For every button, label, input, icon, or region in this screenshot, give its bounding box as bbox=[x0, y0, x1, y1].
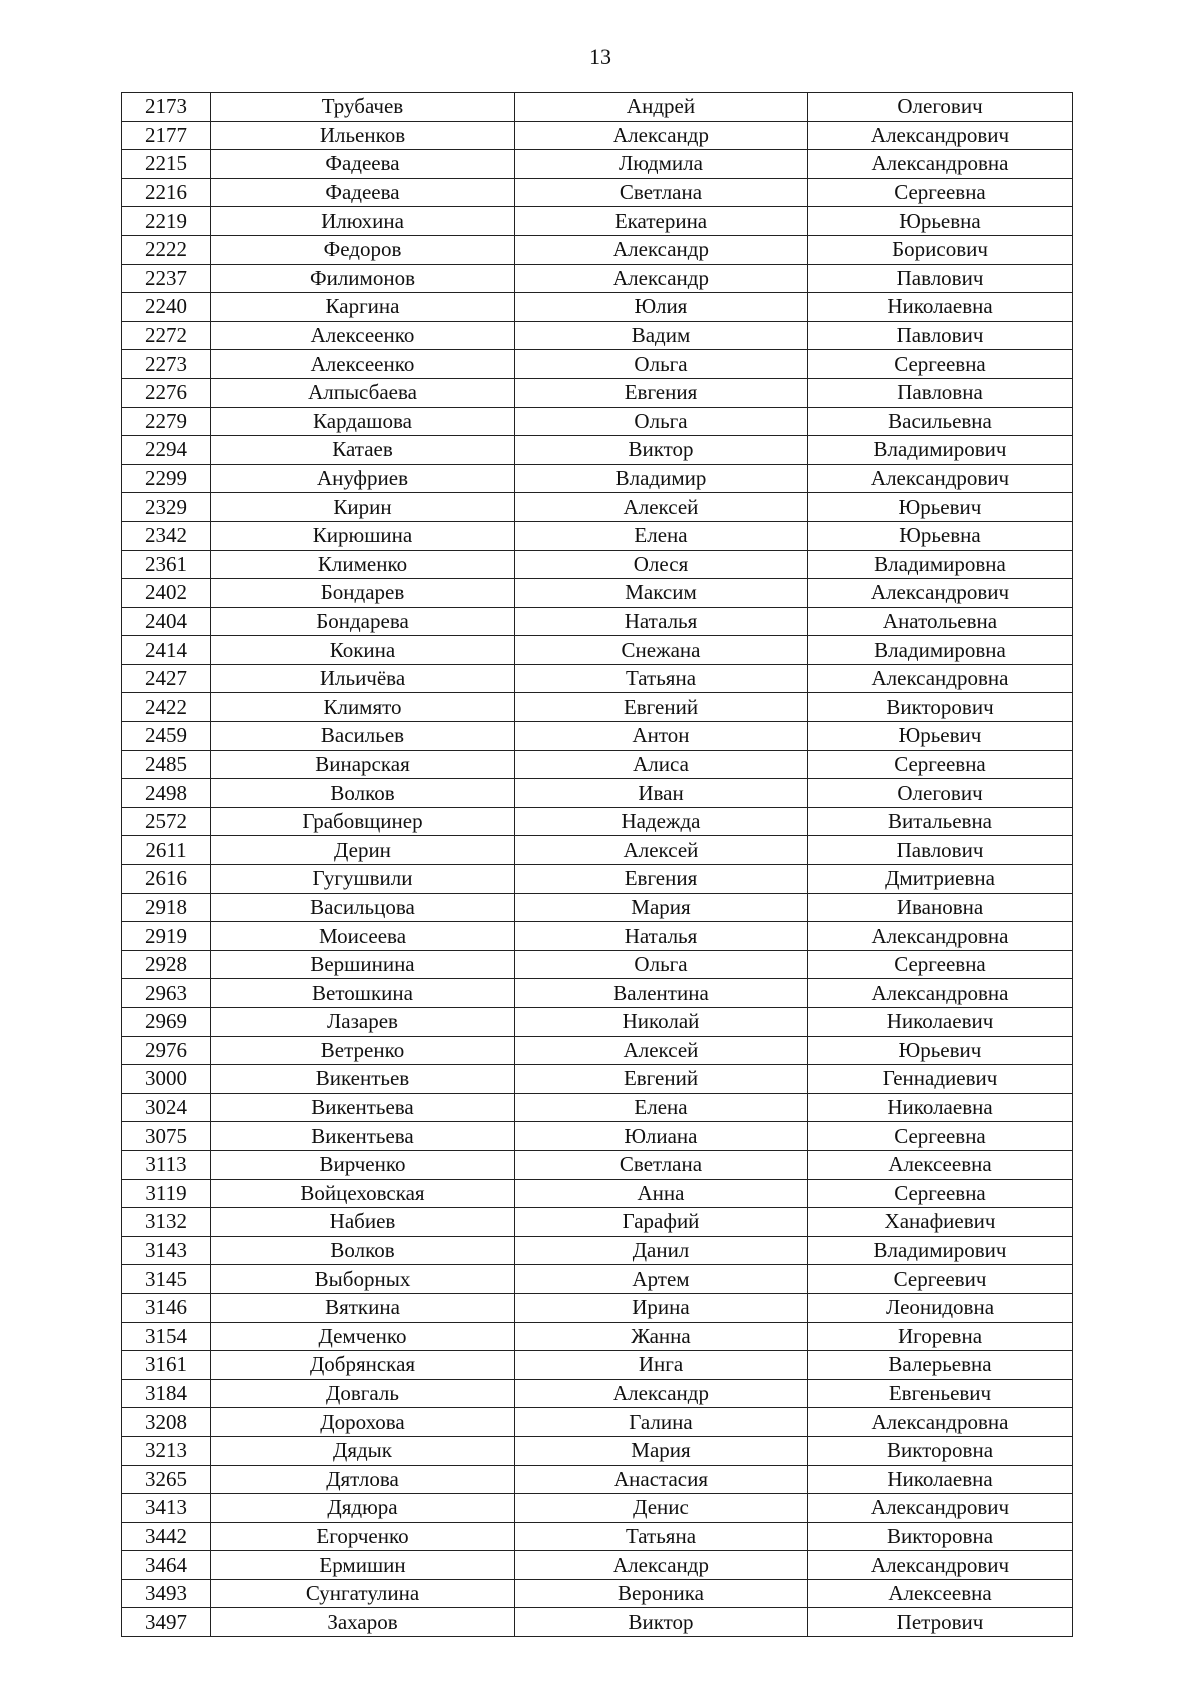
first-name-cell: Виктор bbox=[515, 436, 808, 465]
last-name-cell: Вершинина bbox=[211, 950, 515, 979]
last-name-cell: Дорохова bbox=[211, 1408, 515, 1437]
table-row bbox=[122, 950, 1073, 979]
record-number-cell: 3143 bbox=[122, 1236, 211, 1265]
record-number-cell: 2976 bbox=[122, 1036, 211, 1065]
patronymic-cell: Викторовна bbox=[808, 1522, 1073, 1551]
first-name-cell: Александр bbox=[515, 1551, 808, 1580]
first-name-cell: Алиса bbox=[515, 750, 808, 779]
last-name-cell: Васильев bbox=[211, 722, 515, 751]
record-number-cell: 3145 bbox=[122, 1265, 211, 1294]
first-name-cell: Светлана bbox=[515, 178, 808, 207]
patronymic-cell: Владимирович bbox=[808, 436, 1073, 465]
table-row bbox=[122, 1008, 1073, 1037]
first-name-cell: Евгений bbox=[515, 693, 808, 722]
last-name-cell: Алпысбаева bbox=[211, 378, 515, 407]
table-row bbox=[122, 1351, 1073, 1380]
patronymic-cell: Александровна bbox=[808, 150, 1073, 179]
patronymic-cell: Николаевна bbox=[808, 1093, 1073, 1122]
patronymic-cell: Евгеньевич bbox=[808, 1379, 1073, 1408]
first-name-cell: Мария bbox=[515, 1436, 808, 1465]
table-row bbox=[122, 893, 1073, 922]
patronymic-cell: Леонидовна bbox=[808, 1293, 1073, 1322]
last-name-cell: Ермишин bbox=[211, 1551, 515, 1580]
table-row bbox=[122, 350, 1073, 379]
last-name-cell: Дерин bbox=[211, 836, 515, 865]
record-number-cell: 2272 bbox=[122, 321, 211, 350]
first-name-cell: Инга bbox=[515, 1351, 808, 1380]
first-name-cell: Денис bbox=[515, 1494, 808, 1523]
first-name-cell: Ирина bbox=[515, 1293, 808, 1322]
first-name-cell: Елена bbox=[515, 521, 808, 550]
first-name-cell: Гарафий bbox=[515, 1208, 808, 1237]
table-row bbox=[122, 93, 1073, 122]
first-name-cell: Мария bbox=[515, 893, 808, 922]
last-name-cell: Вирченко bbox=[211, 1150, 515, 1179]
last-name-cell: Сунгатулина bbox=[211, 1579, 515, 1608]
table-row bbox=[122, 750, 1073, 779]
first-name-cell: Юлиана bbox=[515, 1122, 808, 1151]
patronymic-cell: Сергеевна bbox=[808, 178, 1073, 207]
record-number-cell: 2219 bbox=[122, 207, 211, 236]
last-name-cell: Ильичёва bbox=[211, 664, 515, 693]
record-number-cell: 3208 bbox=[122, 1408, 211, 1437]
record-number-cell: 2616 bbox=[122, 865, 211, 894]
last-name-cell: Грабовщинер bbox=[211, 807, 515, 836]
table-row bbox=[122, 1379, 1073, 1408]
first-name-cell: Олеся bbox=[515, 550, 808, 579]
last-name-cell: Добрянская bbox=[211, 1351, 515, 1380]
patronymic-cell: Васильевна bbox=[808, 407, 1073, 436]
table-row bbox=[122, 1236, 1073, 1265]
patronymic-cell: Сергеевна bbox=[808, 350, 1073, 379]
patronymic-cell: Владимировна bbox=[808, 636, 1073, 665]
last-name-cell: Илюхина bbox=[211, 207, 515, 236]
patronymic-cell: Сергеевна bbox=[808, 750, 1073, 779]
patronymic-cell: Павлович bbox=[808, 321, 1073, 350]
table-row bbox=[122, 1465, 1073, 1494]
first-name-cell: Екатерина bbox=[515, 207, 808, 236]
table-row bbox=[122, 1065, 1073, 1094]
table-row bbox=[122, 922, 1073, 951]
table-row bbox=[122, 979, 1073, 1008]
last-name-cell: Дядык bbox=[211, 1436, 515, 1465]
record-number-cell: 3075 bbox=[122, 1122, 211, 1151]
table-row bbox=[122, 636, 1073, 665]
first-name-cell: Вадим bbox=[515, 321, 808, 350]
patronymic-cell: Александрович bbox=[808, 464, 1073, 493]
patronymic-cell: Павловна bbox=[808, 378, 1073, 407]
last-name-cell: Кардашова bbox=[211, 407, 515, 436]
last-name-cell: Ильенков bbox=[211, 121, 515, 150]
patronymic-cell: Алексеевна bbox=[808, 1579, 1073, 1608]
first-name-cell: Александр bbox=[515, 264, 808, 293]
patronymic-cell: Сергеевич bbox=[808, 1265, 1073, 1294]
table-row bbox=[122, 1093, 1073, 1122]
last-name-cell: Ануфриев bbox=[211, 464, 515, 493]
table-row bbox=[122, 579, 1073, 608]
table-row bbox=[122, 493, 1073, 522]
patronymic-cell: Павлович bbox=[808, 836, 1073, 865]
table-row bbox=[122, 1179, 1073, 1208]
record-number-cell: 3497 bbox=[122, 1608, 211, 1637]
patronymic-cell: Ивановна bbox=[808, 893, 1073, 922]
record-number-cell: 2572 bbox=[122, 807, 211, 836]
record-number-cell: 2414 bbox=[122, 636, 211, 665]
record-number-cell: 2237 bbox=[122, 264, 211, 293]
patronymic-cell: Александрович bbox=[808, 1551, 1073, 1580]
record-number-cell: 2918 bbox=[122, 893, 211, 922]
record-number-cell: 2427 bbox=[122, 664, 211, 693]
record-number-cell: 2969 bbox=[122, 1008, 211, 1037]
table-row bbox=[122, 807, 1073, 836]
last-name-cell: Филимонов bbox=[211, 264, 515, 293]
table-row bbox=[122, 264, 1073, 293]
first-name-cell: Татьяна bbox=[515, 664, 808, 693]
patronymic-cell: Олегович bbox=[808, 779, 1073, 808]
record-number-cell: 2177 bbox=[122, 121, 211, 150]
record-number-cell: 2276 bbox=[122, 378, 211, 407]
record-number-cell: 3154 bbox=[122, 1322, 211, 1351]
first-name-cell: Ольга bbox=[515, 407, 808, 436]
record-number-cell: 2279 bbox=[122, 407, 211, 436]
last-name-cell: Клименко bbox=[211, 550, 515, 579]
record-number-cell: 3213 bbox=[122, 1436, 211, 1465]
first-name-cell: Жанна bbox=[515, 1322, 808, 1351]
patronymic-cell: Игоревна bbox=[808, 1322, 1073, 1351]
record-number-cell: 2173 bbox=[122, 93, 211, 122]
last-name-cell: Викентьева bbox=[211, 1093, 515, 1122]
page-number: 13 bbox=[589, 44, 611, 69]
record-number-cell: 3265 bbox=[122, 1465, 211, 1494]
record-number-cell: 2963 bbox=[122, 979, 211, 1008]
first-name-cell: Алексей bbox=[515, 1036, 808, 1065]
record-number-cell: 3464 bbox=[122, 1551, 211, 1580]
first-name-cell: Татьяна bbox=[515, 1522, 808, 1551]
table-row bbox=[122, 1579, 1073, 1608]
last-name-cell: Ветошкина bbox=[211, 979, 515, 1008]
patronymic-cell: Валерьевна bbox=[808, 1351, 1073, 1380]
patronymic-cell: Владимирович bbox=[808, 1236, 1073, 1265]
first-name-cell: Артем bbox=[515, 1265, 808, 1294]
record-number-cell: 2342 bbox=[122, 521, 211, 550]
last-name-cell: Бондарев bbox=[211, 579, 515, 608]
record-number-cell: 3146 bbox=[122, 1293, 211, 1322]
first-name-cell: Елена bbox=[515, 1093, 808, 1122]
first-name-cell: Алексей bbox=[515, 493, 808, 522]
table-row bbox=[122, 722, 1073, 751]
patronymic-cell: Викторовна bbox=[808, 1436, 1073, 1465]
last-name-cell: Лазарев bbox=[211, 1008, 515, 1037]
last-name-cell: Викентьев bbox=[211, 1065, 515, 1094]
last-name-cell: Викентьева bbox=[211, 1122, 515, 1151]
record-number-cell: 2919 bbox=[122, 922, 211, 951]
table-row bbox=[122, 1122, 1073, 1151]
last-name-cell: Фадеева bbox=[211, 150, 515, 179]
first-name-cell: Надежда bbox=[515, 807, 808, 836]
record-number-cell: 2459 bbox=[122, 722, 211, 751]
last-name-cell: Бондарева bbox=[211, 607, 515, 636]
last-name-cell: Егорченко bbox=[211, 1522, 515, 1551]
table-row bbox=[122, 1408, 1073, 1437]
record-number-cell: 2402 bbox=[122, 579, 211, 608]
first-name-cell: Светлана bbox=[515, 1150, 808, 1179]
record-number-cell: 2498 bbox=[122, 779, 211, 808]
first-name-cell: Виктор bbox=[515, 1608, 808, 1637]
table-row bbox=[122, 1436, 1073, 1465]
roster-body bbox=[122, 93, 1073, 1637]
record-number-cell: 3493 bbox=[122, 1579, 211, 1608]
first-name-cell: Евгений bbox=[515, 1065, 808, 1094]
record-number-cell: 2329 bbox=[122, 493, 211, 522]
last-name-cell: Волков bbox=[211, 1236, 515, 1265]
record-number-cell: 2485 bbox=[122, 750, 211, 779]
last-name-cell: Захаров bbox=[211, 1608, 515, 1637]
patronymic-cell: Юрьевна bbox=[808, 521, 1073, 550]
patronymic-cell: Александровна bbox=[808, 922, 1073, 951]
record-number-cell: 3161 bbox=[122, 1351, 211, 1380]
first-name-cell: Николай bbox=[515, 1008, 808, 1037]
first-name-cell: Наталья bbox=[515, 607, 808, 636]
last-name-cell: Моисеева bbox=[211, 922, 515, 951]
last-name-cell: Трубачев bbox=[211, 93, 515, 122]
first-name-cell: Владимир bbox=[515, 464, 808, 493]
table-row bbox=[122, 1608, 1073, 1637]
table-row bbox=[122, 550, 1073, 579]
first-name-cell: Андрей bbox=[515, 93, 808, 122]
patronymic-cell: Дмитриевна bbox=[808, 865, 1073, 894]
record-number-cell: 3132 bbox=[122, 1208, 211, 1237]
first-name-cell: Галина bbox=[515, 1408, 808, 1437]
record-number-cell: 3413 bbox=[122, 1494, 211, 1523]
patronymic-cell: Викторович bbox=[808, 693, 1073, 722]
last-name-cell: Демченко bbox=[211, 1322, 515, 1351]
table-row bbox=[122, 293, 1073, 322]
record-number-cell: 2294 bbox=[122, 436, 211, 465]
first-name-cell: Евгения bbox=[515, 378, 808, 407]
table-row bbox=[122, 1293, 1073, 1322]
record-number-cell: 3442 bbox=[122, 1522, 211, 1551]
last-name-cell: Кирюшина bbox=[211, 521, 515, 550]
first-name-cell: Анна bbox=[515, 1179, 808, 1208]
record-number-cell: 2928 bbox=[122, 950, 211, 979]
table-row bbox=[122, 521, 1073, 550]
last-name-cell: Кирин bbox=[211, 493, 515, 522]
last-name-cell: Алексеенко bbox=[211, 350, 515, 379]
table-row bbox=[122, 436, 1073, 465]
table-row bbox=[122, 1150, 1073, 1179]
table-row bbox=[122, 407, 1073, 436]
record-number-cell: 2404 bbox=[122, 607, 211, 636]
patronymic-cell: Юрьевич bbox=[808, 722, 1073, 751]
first-name-cell: Иван bbox=[515, 779, 808, 808]
patronymic-cell: Петрович bbox=[808, 1608, 1073, 1637]
last-name-cell: Вяткина bbox=[211, 1293, 515, 1322]
first-name-cell: Евгения bbox=[515, 865, 808, 894]
patronymic-cell: Юрьевна bbox=[808, 207, 1073, 236]
patronymic-cell: Александровна bbox=[808, 1408, 1073, 1437]
record-number-cell: 3119 bbox=[122, 1179, 211, 1208]
patronymic-cell: Владимировна bbox=[808, 550, 1073, 579]
patronymic-cell: Сергеевна bbox=[808, 1179, 1073, 1208]
patronymic-cell: Сергеевна bbox=[808, 1122, 1073, 1151]
table-row bbox=[122, 607, 1073, 636]
first-name-cell: Александр bbox=[515, 1379, 808, 1408]
last-name-cell: Катаев bbox=[211, 436, 515, 465]
last-name-cell: Винарская bbox=[211, 750, 515, 779]
record-number-cell: 2361 bbox=[122, 550, 211, 579]
table-row bbox=[122, 779, 1073, 808]
patronymic-cell: Юрьевич bbox=[808, 1036, 1073, 1065]
first-name-cell: Людмила bbox=[515, 150, 808, 179]
last-name-cell: Волков bbox=[211, 779, 515, 808]
patronymic-cell: Александрович bbox=[808, 1494, 1073, 1523]
last-name-cell: Ветренко bbox=[211, 1036, 515, 1065]
record-number-cell: 2422 bbox=[122, 693, 211, 722]
last-name-cell: Набиев bbox=[211, 1208, 515, 1237]
first-name-cell: Алексей bbox=[515, 836, 808, 865]
patronymic-cell: Ханафиевич bbox=[808, 1208, 1073, 1237]
record-number-cell: 2216 bbox=[122, 178, 211, 207]
last-name-cell: Довгаль bbox=[211, 1379, 515, 1408]
record-number-cell: 3000 bbox=[122, 1065, 211, 1094]
last-name-cell: Кокина bbox=[211, 636, 515, 665]
table-row bbox=[122, 1265, 1073, 1294]
first-name-cell: Наталья bbox=[515, 922, 808, 951]
last-name-cell: Фадеева bbox=[211, 178, 515, 207]
first-name-cell: Валентина bbox=[515, 979, 808, 1008]
patronymic-cell: Борисович bbox=[808, 235, 1073, 264]
first-name-cell: Вероника bbox=[515, 1579, 808, 1608]
patronymic-cell: Павлович bbox=[808, 264, 1073, 293]
table-row bbox=[122, 865, 1073, 894]
patronymic-cell: Александрович bbox=[808, 121, 1073, 150]
patronymic-cell: Александрович bbox=[808, 579, 1073, 608]
first-name-cell: Ольга bbox=[515, 950, 808, 979]
record-number-cell: 2215 bbox=[122, 150, 211, 179]
patronymic-cell: Геннадиевич bbox=[808, 1065, 1073, 1094]
table-row bbox=[122, 178, 1073, 207]
patronymic-cell: Николаевна bbox=[808, 293, 1073, 322]
last-name-cell: Дятлова bbox=[211, 1465, 515, 1494]
record-number-cell: 3113 bbox=[122, 1150, 211, 1179]
patronymic-cell: Юрьевич bbox=[808, 493, 1073, 522]
patronymic-cell: Николаевна bbox=[808, 1465, 1073, 1494]
table-row bbox=[122, 1494, 1073, 1523]
first-name-cell: Анастасия bbox=[515, 1465, 808, 1494]
patronymic-cell: Анатольевна bbox=[808, 607, 1073, 636]
last-name-cell: Гугушвили bbox=[211, 865, 515, 894]
patronymic-cell: Алексеевна bbox=[808, 1150, 1073, 1179]
first-name-cell: Максим bbox=[515, 579, 808, 608]
record-number-cell: 2611 bbox=[122, 836, 211, 865]
table-row bbox=[122, 664, 1073, 693]
last-name-cell: Войцеховская bbox=[211, 1179, 515, 1208]
first-name-cell: Юлия bbox=[515, 293, 808, 322]
table-row bbox=[122, 464, 1073, 493]
last-name-cell: Федоров bbox=[211, 235, 515, 264]
first-name-cell: Антон bbox=[515, 722, 808, 751]
patronymic-cell: Витальевна bbox=[808, 807, 1073, 836]
table-row bbox=[122, 836, 1073, 865]
patronymic-cell: Сергеевна bbox=[808, 950, 1073, 979]
last-name-cell: Каргина bbox=[211, 293, 515, 322]
table-row bbox=[122, 321, 1073, 350]
table-row bbox=[122, 1322, 1073, 1351]
table-row bbox=[122, 693, 1073, 722]
table-row bbox=[122, 1551, 1073, 1580]
record-number-cell: 2273 bbox=[122, 350, 211, 379]
first-name-cell: Снежана bbox=[515, 636, 808, 665]
record-number-cell: 3184 bbox=[122, 1379, 211, 1408]
table-row bbox=[122, 235, 1073, 264]
table-row bbox=[122, 1522, 1073, 1551]
record-number-cell: 2240 bbox=[122, 293, 211, 322]
table-row bbox=[122, 150, 1073, 179]
last-name-cell: Климято bbox=[211, 693, 515, 722]
patronymic-cell: Николаевич bbox=[808, 1008, 1073, 1037]
patronymic-cell: Олегович bbox=[808, 93, 1073, 122]
first-name-cell: Александр bbox=[515, 235, 808, 264]
table-row bbox=[122, 121, 1073, 150]
table-row bbox=[122, 1208, 1073, 1237]
table-row bbox=[122, 207, 1073, 236]
last-name-cell: Васильцова bbox=[211, 893, 515, 922]
roster-table bbox=[121, 92, 1073, 1637]
record-number-cell: 2222 bbox=[122, 235, 211, 264]
last-name-cell: Дядюра bbox=[211, 1494, 515, 1523]
patronymic-cell: Александровна bbox=[808, 979, 1073, 1008]
table-row bbox=[122, 1036, 1073, 1065]
table-row bbox=[122, 378, 1073, 407]
first-name-cell: Ольга bbox=[515, 350, 808, 379]
last-name-cell: Выборных bbox=[211, 1265, 515, 1294]
first-name-cell: Александр bbox=[515, 121, 808, 150]
record-number-cell: 2299 bbox=[122, 464, 211, 493]
record-number-cell: 3024 bbox=[122, 1093, 211, 1122]
first-name-cell: Данил bbox=[515, 1236, 808, 1265]
patronymic-cell: Александровна bbox=[808, 664, 1073, 693]
last-name-cell: Алексеенко bbox=[211, 321, 515, 350]
